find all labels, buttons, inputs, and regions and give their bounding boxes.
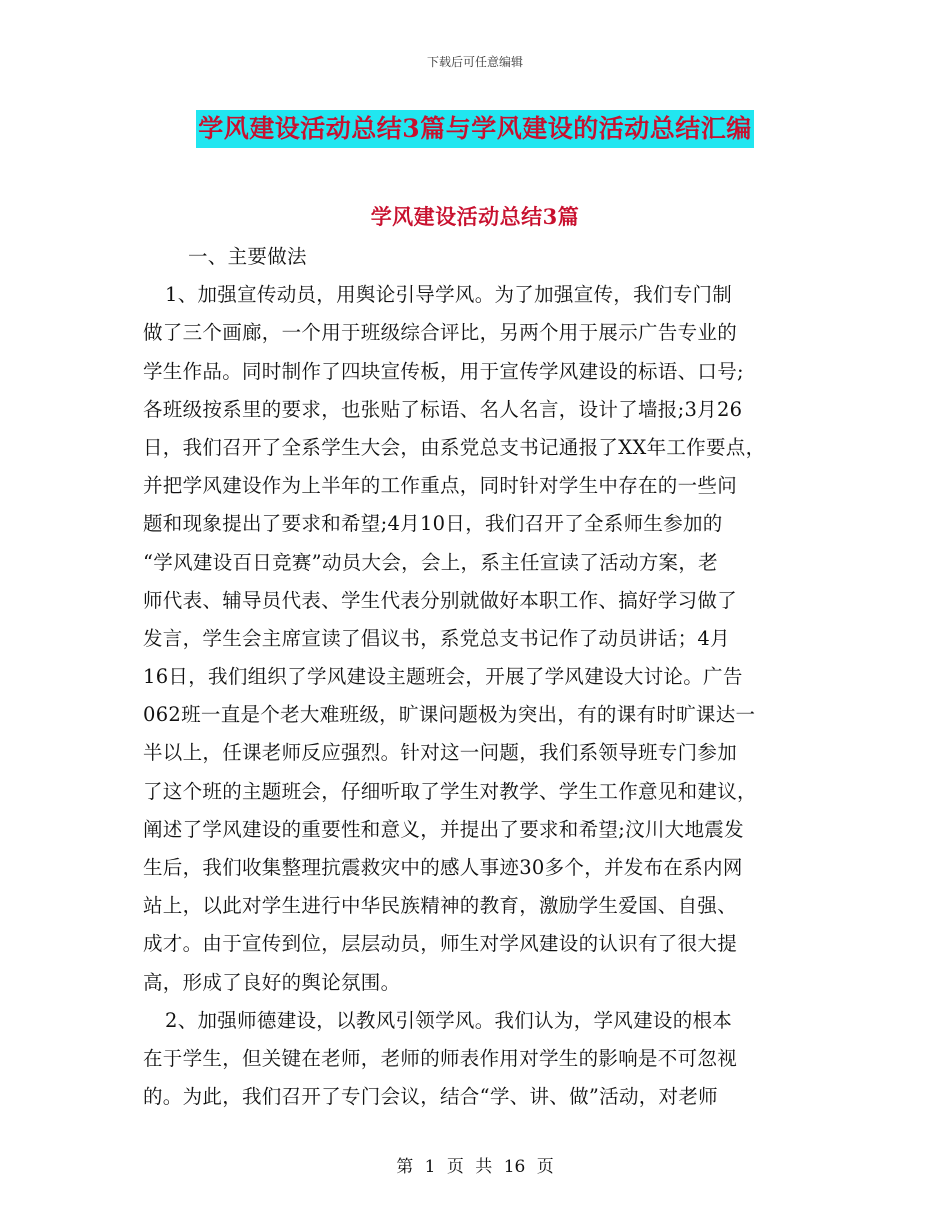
paragraph-line: 16日，我们组织了学风建设主题班会，开展了学风建设大讨论。广告 <box>143 665 743 689</box>
main-title-container <box>0 110 950 148</box>
header-note: 下载后可任意编辑 <box>426 55 523 69</box>
paragraph-line: 半以上，任课老师反应强烈。针对这一问题，我们系领导班专门参加 <box>143 741 738 765</box>
paragraph-line: 了这个班的主题班会，仔细听取了学生对教学、学生工作意见和建议， <box>143 779 757 803</box>
paragraph-line: 成才。由于宣传到位，层层动员，师生对学风建设的认识有了很大提 <box>143 932 738 956</box>
paragraph-line: “学风建设百日竞赛”动员大会，会上，系主任宣读了活动方案，老 <box>143 550 718 574</box>
paragraph-line: 日，我们召开了全系学生大会，由系党总支书记通报了XX年工作要点， <box>143 435 766 459</box>
paragraph-line: 的。为此，我们召开了专门会议，结合“学、讲、做”活动，对老师 <box>143 1085 718 1109</box>
section-title: 学风建设活动总结3篇 <box>370 204 580 229</box>
paragraph-line: 做了三个画廊，一个用于班级综合评比，另两个用于展示广告专业的 <box>143 321 738 345</box>
paragraph-line: 阐述了学风建设的重要性和意义，并提出了要求和希望;汶川大地震发 <box>143 817 744 841</box>
main-title: 学风建设活动总结3篇与学风建设的活动总结汇编 <box>196 110 753 148</box>
page-footer: 第 1 页 共 16 页 <box>396 1157 554 1177</box>
heading-main-methods: 一、主要做法 <box>188 245 307 268</box>
paragraph-line: 高，形成了良好的舆论氛围。 <box>143 970 401 994</box>
paragraph-line: 062班一直是个老大难班级，旷课问题极为突出，有的课有时旷课达一 <box>143 703 756 727</box>
paragraph-line: 师代表、辅导员代表、学生代表分别就做好本职工作、搞好学习做了 <box>143 588 738 612</box>
paragraph-line: 发言，学生会主席宣读了倡议书，系党总支书记作了动员讲话；4月 <box>143 626 730 650</box>
paragraph-line: 站上，以此对学生进行中华民族精神的教育，激励学生爱国、自强、 <box>143 894 738 918</box>
paragraph-line: 并把学风建设作为上半年的工作重点，同时针对学生中存在的一些问 <box>143 474 738 498</box>
paragraph-line: 生后，我们收集整理抗震救灾中的感人事迹30多个，并发布在系内网 <box>143 856 743 879</box>
paragraph-line: 各班级按系里的要求，也张贴了标语、名人名言，设计了墙报;3月26 <box>143 397 743 421</box>
paragraph-line: 题和现象提出了要求和希望;4月10日，我们召开了全系师生参加的 <box>143 512 723 536</box>
paragraph-line: 2、加强师德建设，以教风引领学风。我们认为，学风建设的根本 <box>165 1008 733 1032</box>
paragraph-line: 1、加强宣传动员，用舆论引导学风。为了加强宣传，我们专门制 <box>165 283 733 307</box>
document-body <box>143 238 813 1116</box>
paragraph-line: 在于学生，但关键在老师，老师的师表作用对学生的影响是不可忽视 <box>143 1046 738 1070</box>
paragraph-line: 学生作品。同时制作了四块宣传板，用于宣传学风建设的标语、口号; <box>143 359 744 383</box>
